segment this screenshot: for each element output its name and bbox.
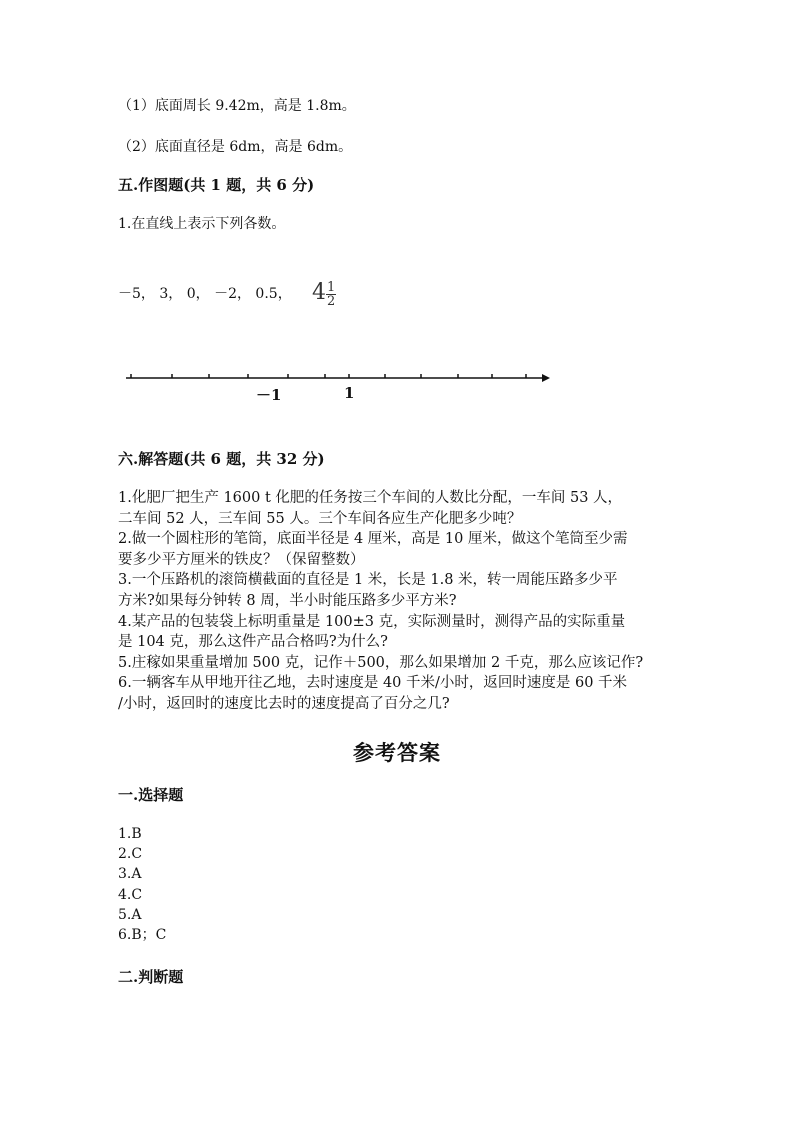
question-line: 5.庄稼如果重量增加 500 克，记作＋500，那么如果增加 2 千克，那么应该记作? — [118, 654, 644, 671]
number-line-label-neg1: －1 — [256, 386, 282, 404]
answers-section1-list — [118, 824, 166, 945]
question-line: 方米?如果每分钟转 8 周，半小时能压路多少平方米? — [118, 592, 457, 609]
answer-item: 6.B；C — [118, 927, 167, 944]
question-line: 6.一辆客车从甲地开往乙地，去时速度是 40 千米/小时，返回时速度是 60 千米 — [118, 675, 628, 692]
question-line: 4.某产品的包装袋上标明重量是 100±3 克，实际测量时，测得产品的实际重量 — [118, 613, 626, 630]
section4-item-1: （1）底面周长 9.42m，高是 1.8m。 — [118, 98, 356, 114]
section4-item-2: （2）底面直径是 6dm，高是 6dm。 — [118, 139, 353, 155]
answer-item: 5.A — [118, 906, 142, 923]
answers-section1-heading: 一.选择题 — [118, 786, 184, 804]
question-line: 3.一个压路机的滚筒横截面的直径是 1 米，长是 1.8 米，转一周能压路多少平 — [118, 572, 618, 589]
fraction-numerator: 1 — [327, 280, 336, 295]
answers-title: 参考答案 — [353, 740, 441, 765]
question-line: /小时，返回时的速度比去时的速度提高了百分之几? — [118, 695, 450, 712]
question-line: 是 104 克，那么这件产品合格吗?为什么? — [118, 634, 388, 651]
question-line: 要多少平方厘米的铁皮？（保留整数） — [118, 551, 365, 568]
question-line: 2.做一个圆柱形的笔筒，底面半径是 4 厘米，高是 10 厘米，做这个笔筒至少需 — [118, 531, 628, 548]
answer-item: 1.B — [118, 826, 142, 842]
answer-item: 4.C — [118, 886, 143, 903]
numbers-list: －5， 3， 0， －2， 0.5， — [118, 286, 292, 302]
section6-questions — [118, 488, 643, 715]
section6-heading: 六.解答题(共 6 题，共 32 分) — [118, 450, 325, 468]
number-line-label-1: 1 — [344, 384, 355, 402]
answer-item: 3.A — [118, 866, 142, 883]
mixed-number-whole: 4 — [312, 280, 326, 305]
fraction-denominator: 2 — [327, 294, 336, 309]
question-line: 二车间 52 人，三车间 55 人。三个车间各应生产化肥多少吨？ — [118, 510, 522, 527]
question-line: 1.化肥厂把生产 1600 t 化肥的任务按三个车间的人数比分配，一车间 53 人， — [118, 490, 623, 506]
answers-section2-heading: 二.判断题 — [118, 968, 184, 986]
mixed-number-fraction — [326, 281, 336, 308]
number-line — [118, 365, 558, 405]
answer-item: 2.C — [118, 846, 143, 863]
mixed-number — [312, 280, 336, 308]
section5-question: 1.在直线上表示下列各数。 — [118, 216, 286, 232]
section5-heading: 五.作图题(共 1 题，共 6 分) — [118, 176, 315, 194]
